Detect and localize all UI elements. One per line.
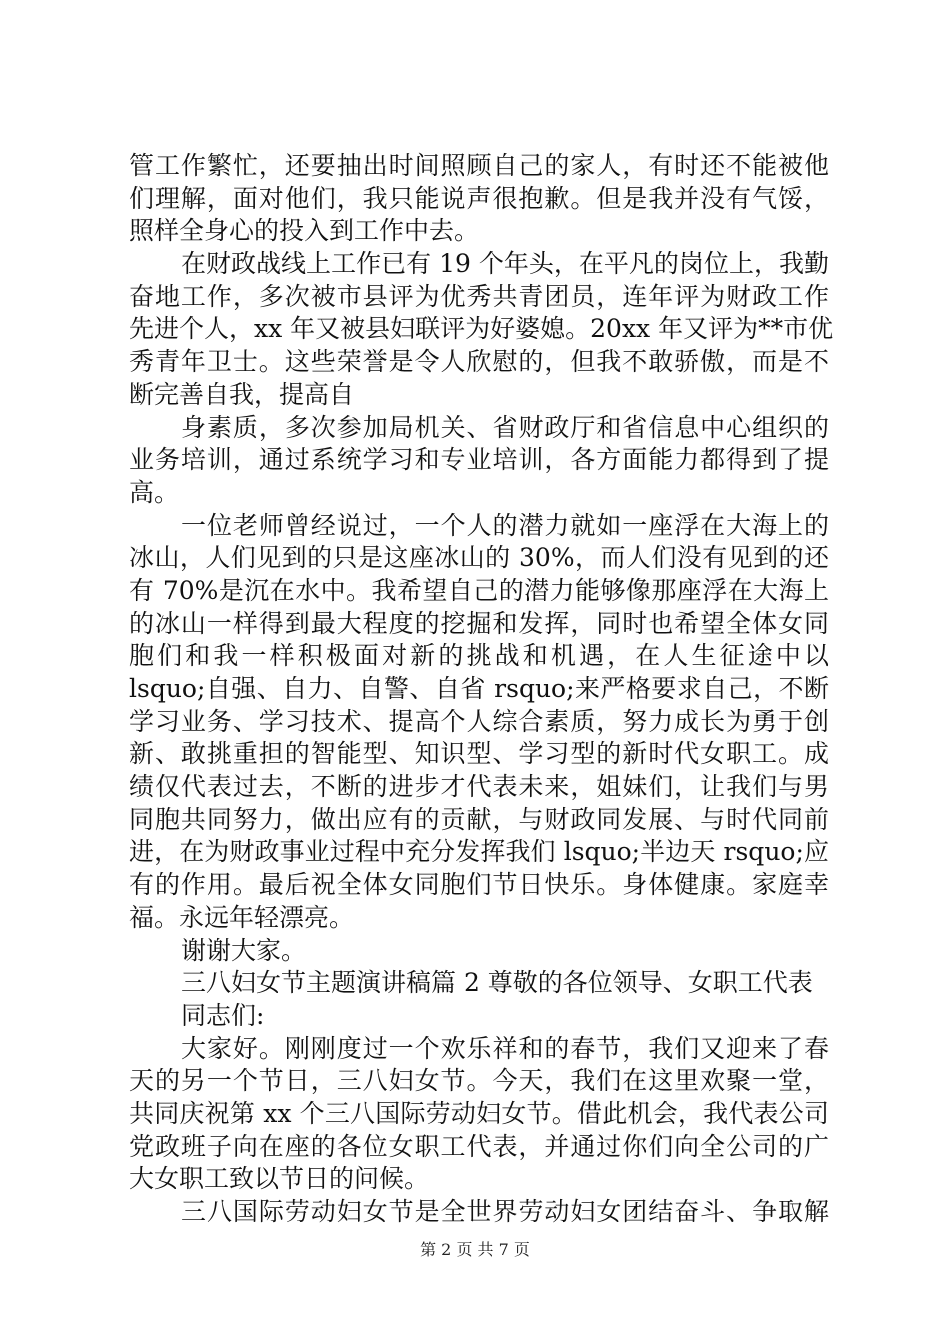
text-line: 同志们: xyxy=(181,1000,265,1030)
text-line: 学习业务、学习技术、提高个人综合素质，努力成长为勇于创 xyxy=(129,706,829,736)
text-line: 新、敢挑重担的智能型、知识型、学习型的新时代女职工。成 xyxy=(129,739,829,769)
text-line: 业务培训，通过系统学习和专业培训，各方面能力都得到了提 xyxy=(129,445,829,475)
text-line: 断完善自我，提高自 xyxy=(129,379,355,409)
document-body xyxy=(129,150,834,1229)
text-line: lsquo;自强、自力、自警、自省 rsquo;来严格要求自己，不断 xyxy=(129,674,829,703)
text-line: 天的另一个节日，三八妇女节。今天，我们在这里欢聚一堂， xyxy=(129,1066,829,1096)
text-line: 的冰山一样得到最大程度的挖掘和发挥，同时也希望全体女同 xyxy=(129,608,829,638)
text-line: 先进个人，xx 年又被县妇联评为好婆媳。20xx 年又评为**市优 xyxy=(129,314,834,344)
text-line: 绩仅代表过去，不断的进步才代表未来，姐妹们，让我们与男 xyxy=(129,772,829,802)
text-line: 有的作用。最后祝全体女同胞们节日快乐。身体健康。家庭幸 xyxy=(129,870,829,900)
page-number-footer: 第 2 页 共 7 页 xyxy=(420,1240,530,1259)
text-line: 在财政战线上工作已有 19 个年头，在平凡的岗位上，我勤 xyxy=(181,249,829,279)
text-line: 谢谢大家。 xyxy=(181,935,307,965)
text-line: 大家好。刚刚度过一个欢乐祥和的春节，我们又迎来了春 xyxy=(181,1033,829,1063)
text-line: 进，在为财政事业过程中充分发挥我们 lsquo;半边天 rsquo;应 xyxy=(129,837,829,867)
text-line: 福。永远年轻漂亮。 xyxy=(129,902,355,932)
text-line: 冰山，人们见到的只是这座冰山的 30%，而人们没有见到的还 xyxy=(129,543,829,573)
text-line: 共同庆祝第 xx 个三八国际劳动妇女节。借此机会，我代表公司 xyxy=(129,1098,829,1128)
text-line: 奋地工作，多次被市县评为优秀共青团员，连年评为财政工作 xyxy=(129,281,829,311)
text-line: 大女职工致以节日的问候。 xyxy=(129,1164,430,1194)
text-line: 身素质，多次参加局机关、省财政厅和省信息中心组织的 xyxy=(181,412,829,442)
text-line: 有 70%是沉在水中。我希望自己的潜力能够像那座浮在大海上 xyxy=(129,575,829,605)
text-line: 秀青年卫士。这些荣誉是令人欣慰的，但我不敢骄傲，而是不 xyxy=(129,347,829,377)
text-line: 三八妇女节主题演讲稿篇 2 尊敬的各位领导、女职工代表 xyxy=(181,968,813,998)
text-line: 胞们和我一样积极面对新的挑战和机遇，在人生征途中以 xyxy=(129,641,829,671)
text-line: 照样全身心的投入到工作中去。 xyxy=(129,216,480,246)
text-line: 一位老师曾经说过，一个人的潜力就如一座浮在大海上的 xyxy=(181,510,829,540)
text-line: 同胞共同努力，做出应有的贡献，与财政同发展、与时代同前 xyxy=(129,804,829,834)
text-line: 高。 xyxy=(129,477,180,507)
text-line: 三八国际劳动妇女节是全世界劳动妇女团结奋斗、争取解 xyxy=(181,1197,829,1226)
text-line: 党政班子向在座的各位女职工代表，并通过你们向全公司的广 xyxy=(129,1131,829,1161)
text-line: 们理解，面对他们，我只能说声很抱歉。但是我并没有气馁， xyxy=(129,183,829,213)
text-line: 管工作繁忙，还要抽出时间照顾自己的家人，有时还不能被他 xyxy=(129,151,829,180)
